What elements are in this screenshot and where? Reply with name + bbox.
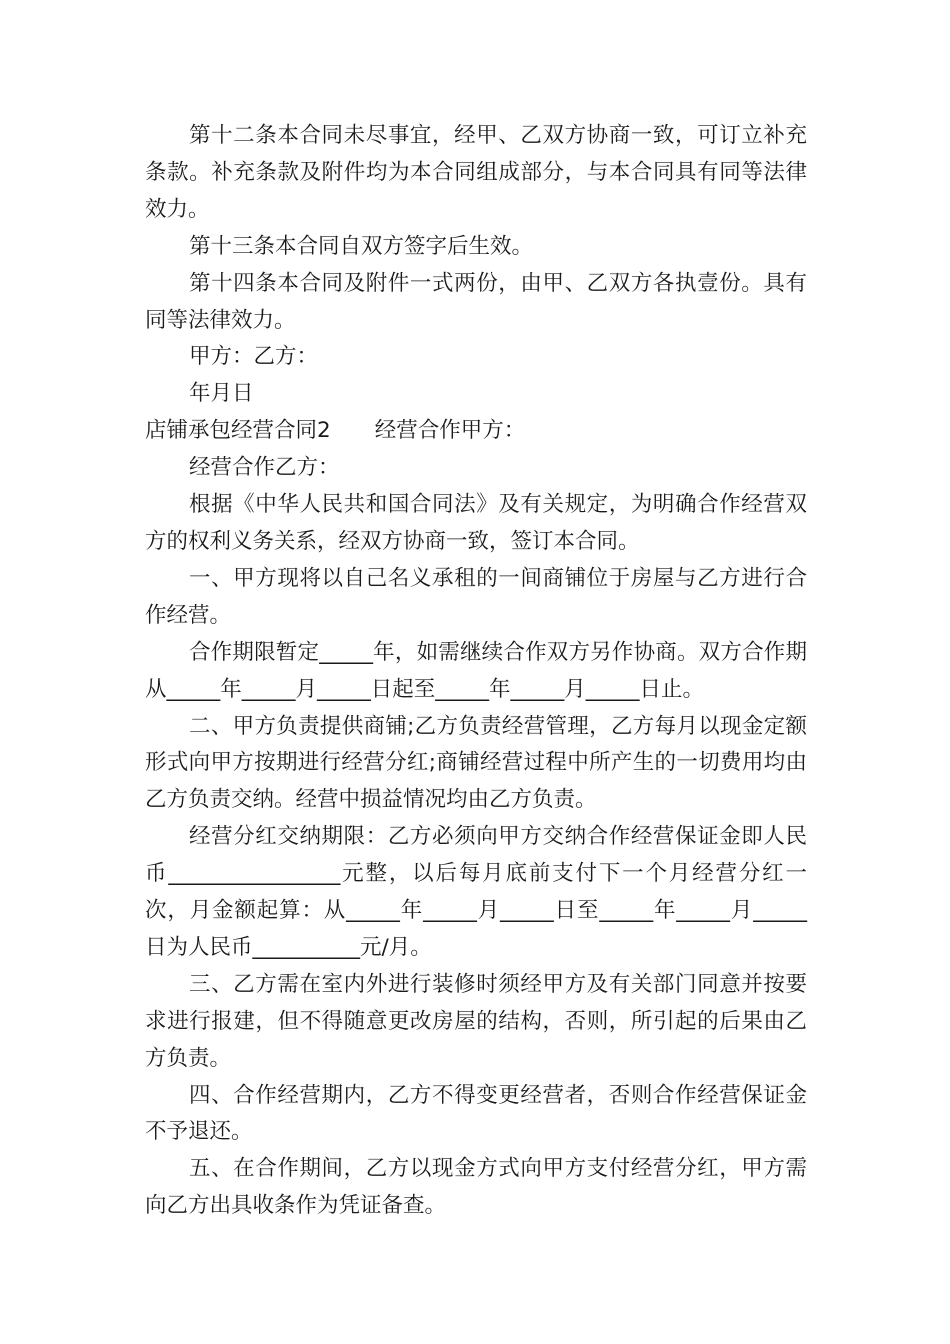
contract-heading	[145, 413, 807, 450]
clause-1: 一、甲方现将以自己名义承租的一间商铺位于房屋与乙方进行合作经营。	[145, 565, 807, 628]
signature-parties: 甲方：乙方：	[189, 344, 319, 370]
dividend-payment: 经营分红交纳期限：乙方必须向甲方交纳合作经营保证金即人民币________________元整，以后每月底前支付下一个月经营分红一次，月金额起算：从_____年_____月_____日至_____年_____月_____日为人民币__________元/月。	[145, 824, 807, 960]
clause-4: 四、合作经营期内，乙方不得变更经营者，否则合作经营保证金不予退还。	[145, 1082, 807, 1145]
clause-2: 二、甲方负责提供商铺;乙方负责经营管理，乙方每月以现金定额形式向甲方按期进行经营分红;商铺经营过程中所产生的一切费用均由乙方负责交纳。经营中损益情况均由乙方负责。	[145, 713, 807, 813]
party-b-label: 经营合作乙方：	[189, 455, 340, 481]
party-a-label: 经营合作甲方：	[374, 418, 526, 444]
contract-title: 店铺承包经营合同2	[145, 418, 331, 444]
term-period: 合作期限暂定_____年，如需继续合作双方另作协商。双方合作期从_____年_____月_____日起至_____年_____月_____日止。	[145, 639, 807, 702]
clause-13: 第十三条本合同自双方签字后生效。	[189, 233, 534, 259]
clause-12: 第十二条本合同未尽事宜，经甲、乙双方协商一致，可订立补充条款。补充条款及附件均为本合同组成部分，与本合同具有同等法律效力。	[145, 123, 807, 222]
clause-3: 三、乙方需在室内外进行装修时须经甲方及有关部门同意并按要求进行报建，但不得随意更改房屋的结构，否则，所引起的后果由乙方负责。	[145, 971, 807, 1071]
preamble: 根据《中华人民共和国合同法》及有关规定，为明确合作经营双方的权利义务关系，经双方协商一致，签订本合同。	[145, 492, 807, 554]
document-page	[145, 118, 807, 1225]
clause-5: 五、在合作期间，乙方以现金方式向甲方支付经营分红，甲方需向乙方出具收条作为凭证备查。	[145, 1156, 807, 1219]
clause-14: 第十四条本合同及附件一式两份，由甲、乙双方各执壹份。具有同等法律效力。	[145, 270, 807, 333]
signature-date: 年月日	[189, 381, 254, 407]
